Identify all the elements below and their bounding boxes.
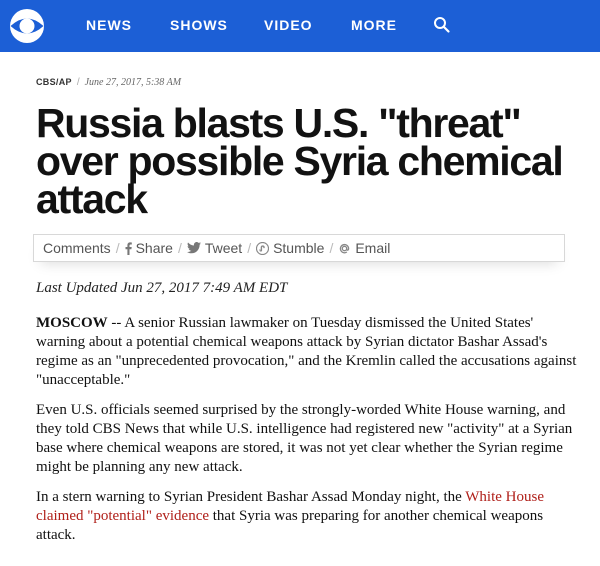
paragraph-text: Even U.S. officials seemed surprised by the strongly-worded White House warning, and they told CBS News that while U.S. intelligence had registered new "activity" at a Syrian base where chemical weapons are stored, it was not yet clear whether the Syrian regime might be planning any new attack.: [36, 402, 573, 475]
comments-button[interactable]: [43, 240, 111, 256]
stumble-label: Stumble: [273, 240, 325, 256]
share-separator: /: [177, 240, 182, 256]
nav-video[interactable]: VIDEO: [264, 17, 313, 33]
nav-more[interactable]: MORE: [351, 17, 397, 33]
nav-shows[interactable]: SHOWS: [170, 17, 228, 33]
share-separator: /: [115, 240, 120, 256]
email-at-icon: [338, 242, 351, 255]
comments-label: Comments: [43, 240, 111, 256]
article-paragraph: [36, 401, 581, 477]
paragraph-text: In a stern warning to Syrian President Bashar Assad Monday night, the: [36, 489, 466, 505]
article-source: CBS/AP: [36, 77, 72, 87]
email-label: Email: [355, 240, 391, 256]
share-separator: /: [329, 240, 334, 256]
paragraph-text: -- A senior Russian lawmaker on Tuesday dismissed the United States' warning about a potential chemical weapons attack by Syrian dictator Bashar Assad's regime as an "unprecedented provocation," and the Kremlin called the accusations against "unacceptable.": [36, 315, 577, 388]
search-icon[interactable]: [433, 16, 451, 34]
top-nav-bar: [0, 0, 600, 52]
email-button[interactable]: [338, 240, 390, 256]
facebook-icon: [125, 242, 132, 255]
article-headline: Russia blasts U.S. "threat" over possible Syria chemical attack: [36, 100, 563, 222]
tweet-label: Tweet: [204, 240, 243, 256]
dateline: MOSCOW: [36, 315, 108, 331]
last-updated: Last Updated Jun 27, 2017 7:49 AM EDT: [36, 280, 288, 296]
cbs-eye-logo[interactable]: [9, 8, 45, 44]
nav-news[interactable]: NEWS: [86, 17, 132, 33]
tweet-button[interactable]: [187, 240, 242, 256]
share-separator: /: [247, 240, 252, 256]
twitter-icon: [187, 242, 201, 254]
stumbleupon-icon: [256, 242, 269, 255]
article-date: June 27, 2017, 5:38 AM: [84, 77, 182, 88]
facebook-share-button[interactable]: [125, 240, 173, 256]
stumble-button[interactable]: [256, 240, 324, 256]
article-paragraph: [36, 488, 581, 545]
meta-separator: /: [76, 77, 80, 88]
share-bar: [33, 234, 565, 262]
share-label: Share: [135, 240, 173, 256]
white-house-claim-link[interactable]: White House claimed "potential" evidence: [36, 489, 544, 524]
article-paragraph: [36, 314, 581, 390]
article-meta: [36, 77, 181, 88]
paragraph-text: that Syria was preparing for another chemical weapons attack.: [36, 508, 544, 543]
